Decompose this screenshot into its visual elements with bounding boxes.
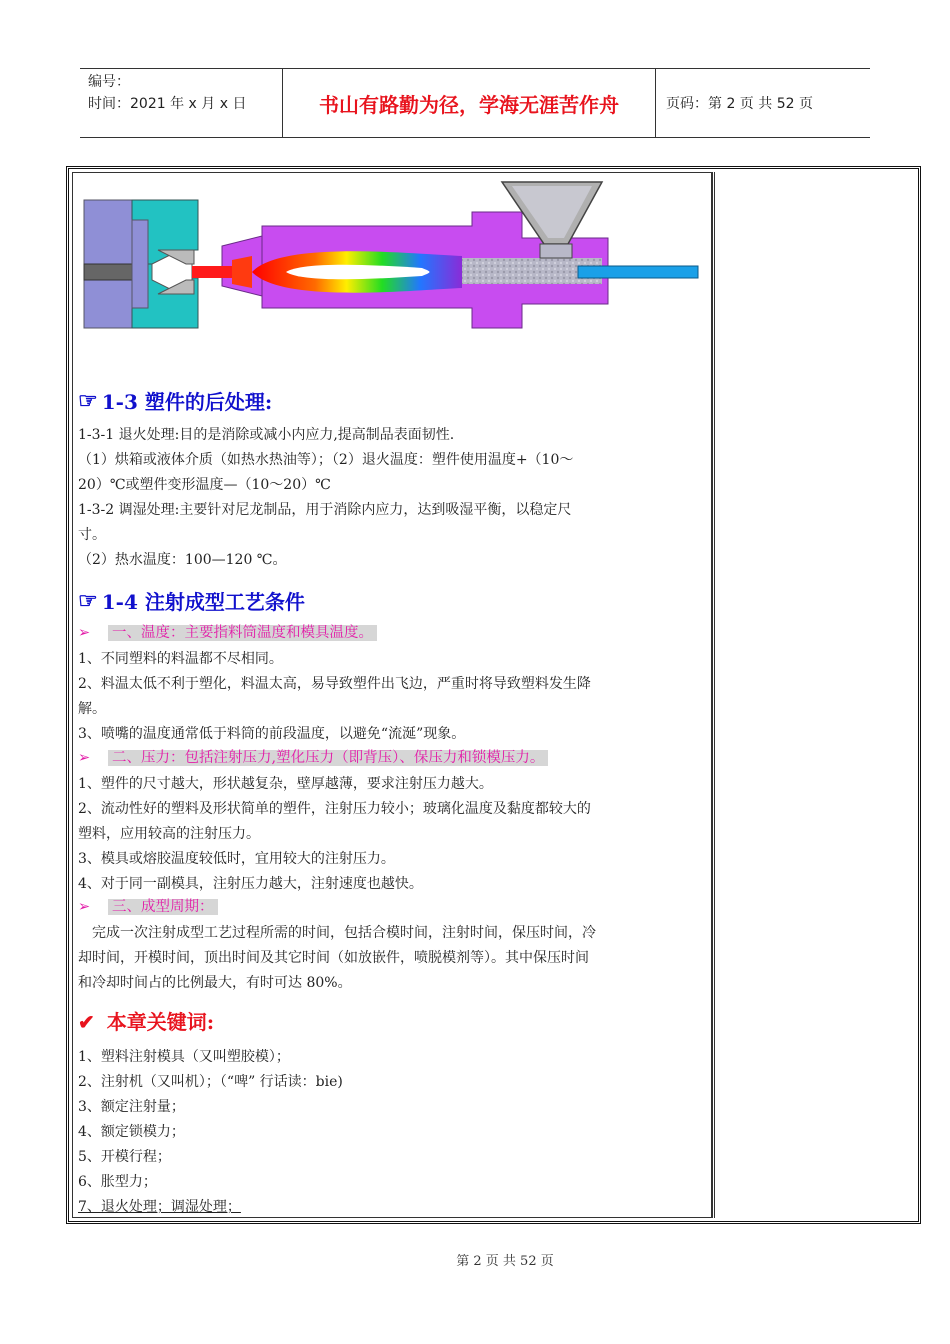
temperature-body [78,647,704,747]
text-line: 1、塑件的尺寸越大，形状越复杂，壁厚越薄，要求注射压力越大。 [78,776,493,792]
arrow-bullet-icon: ➢ [78,750,91,766]
list-item: 1、塑料注射模具（又叫塑胶模）； [78,1049,290,1065]
text-line: 和冷却时间占的比例最大，有时可达 80%。 [78,975,352,991]
pointing-hand-icon: ☞ [78,387,98,414]
pressure-heading-text: 二、压力：包括注射压力,塑化压力（即背压）、保压力和锁模压力。 [108,750,548,766]
time-label: 时间：2021 年 x 月 x 日 [88,96,247,112]
section-1-3-title-text: 1-3 塑件的后处理: [101,390,273,414]
header-meta [80,69,283,137]
cycle-heading-text: 三、成型周期： [108,899,218,915]
text-line: 2、流动性好的塑料及形状简单的塑件，注射压力较小；玻璃化温度及黏度都较大的 [78,801,591,817]
list-item: 2、注射机（又叫机）；（“啤” 行话读：bie) [78,1074,343,1090]
section-1-3-title [78,386,272,415]
text-line: 1、不同塑料的料温都不尽相同。 [78,651,283,667]
text-line: （1）烘箱或液体介质（如热水热油等）；（2）退火温度：塑件使用温度+（10～ [78,452,574,468]
text-line: 1-3-1 退火处理:目的是消除或减小内应力,提高制品表面韧性. [78,427,455,443]
text-line: 解。 [78,701,106,717]
text-line: 完成一次注射成型工艺过程所需的时间，包括合模时间，注射时间，保压时间，冷 [78,925,596,941]
text-line: 20）℃或塑件变形温度—（10～20）℃ [78,477,331,493]
text-line: 塑料，应用较高的注射压力。 [78,826,260,842]
text-line: 1-3-2 调湿处理:主要针对尼龙制品，用于消除内应力，达到吸湿平衡，以稳定尺 [78,502,572,518]
section-1-4-title [78,586,305,615]
text-line: 却时间，开模时间，顶出时间及其它时间（如放嵌件，喷脱模剂等）。其中保压时间 [78,950,589,966]
pressure-body [78,772,704,897]
pressure-heading [78,747,548,769]
arrow-bullet-icon: ➢ [78,625,91,641]
text-line: 3、喷嘴的温度通常低于料筒的前段温度，以避免“流涎”现象。 [78,726,466,742]
list-item: 7、退火处理；调湿处理； [78,1199,241,1215]
page-header [80,68,870,138]
keywords-title-text: 本章关键词: [106,1010,215,1034]
side-cell [712,172,916,1218]
pointing-hand-icon: ☞ [78,587,98,614]
cycle-body [78,921,704,996]
page-info: 页码：第 2 页 共 52 页 [666,96,813,112]
injection-molding-diagram [82,180,702,355]
text-line: 寸。 [78,527,106,543]
check-icon: ✔ [78,1010,95,1034]
page-footer: 第 2 页 共 52 页 [456,1254,554,1269]
temperature-heading [78,622,377,644]
list-item: 6、胀型力； [78,1174,157,1190]
keywords-title [78,1006,214,1035]
text-line: 2、料温太低不利于塑化，料温太高，易导致塑件出飞边，严重时将导致塑料发生降 [78,676,591,692]
list-item: 5、开模行程； [78,1149,171,1165]
motto: 书山有路勤为径，学海无涯苦作舟 [283,69,656,137]
text-line: （2）热水温度：100—120 ℃。 [78,552,287,568]
arrow-bullet-icon: ➢ [78,899,91,915]
cycle-heading [78,896,218,918]
temperature-heading-text: 一、温度：主要指料筒温度和模具温度。 [108,625,377,641]
section-1-3-body [78,423,704,573]
text-line: 4、对于同一副模具，注射压力越大，注射速度也越快。 [78,876,423,892]
list-item: 3、额定注射量； [78,1099,185,1115]
list-item: 4、额定锁模力； [78,1124,185,1140]
section-1-4-title-text: 1-4 注射成型工艺条件 [101,590,305,614]
number-label: 编号： [88,74,130,90]
text-line: 3、模具或熔胶温度较低时，宜用较大的注射压力。 [78,851,395,867]
keywords-list [78,1045,704,1220]
